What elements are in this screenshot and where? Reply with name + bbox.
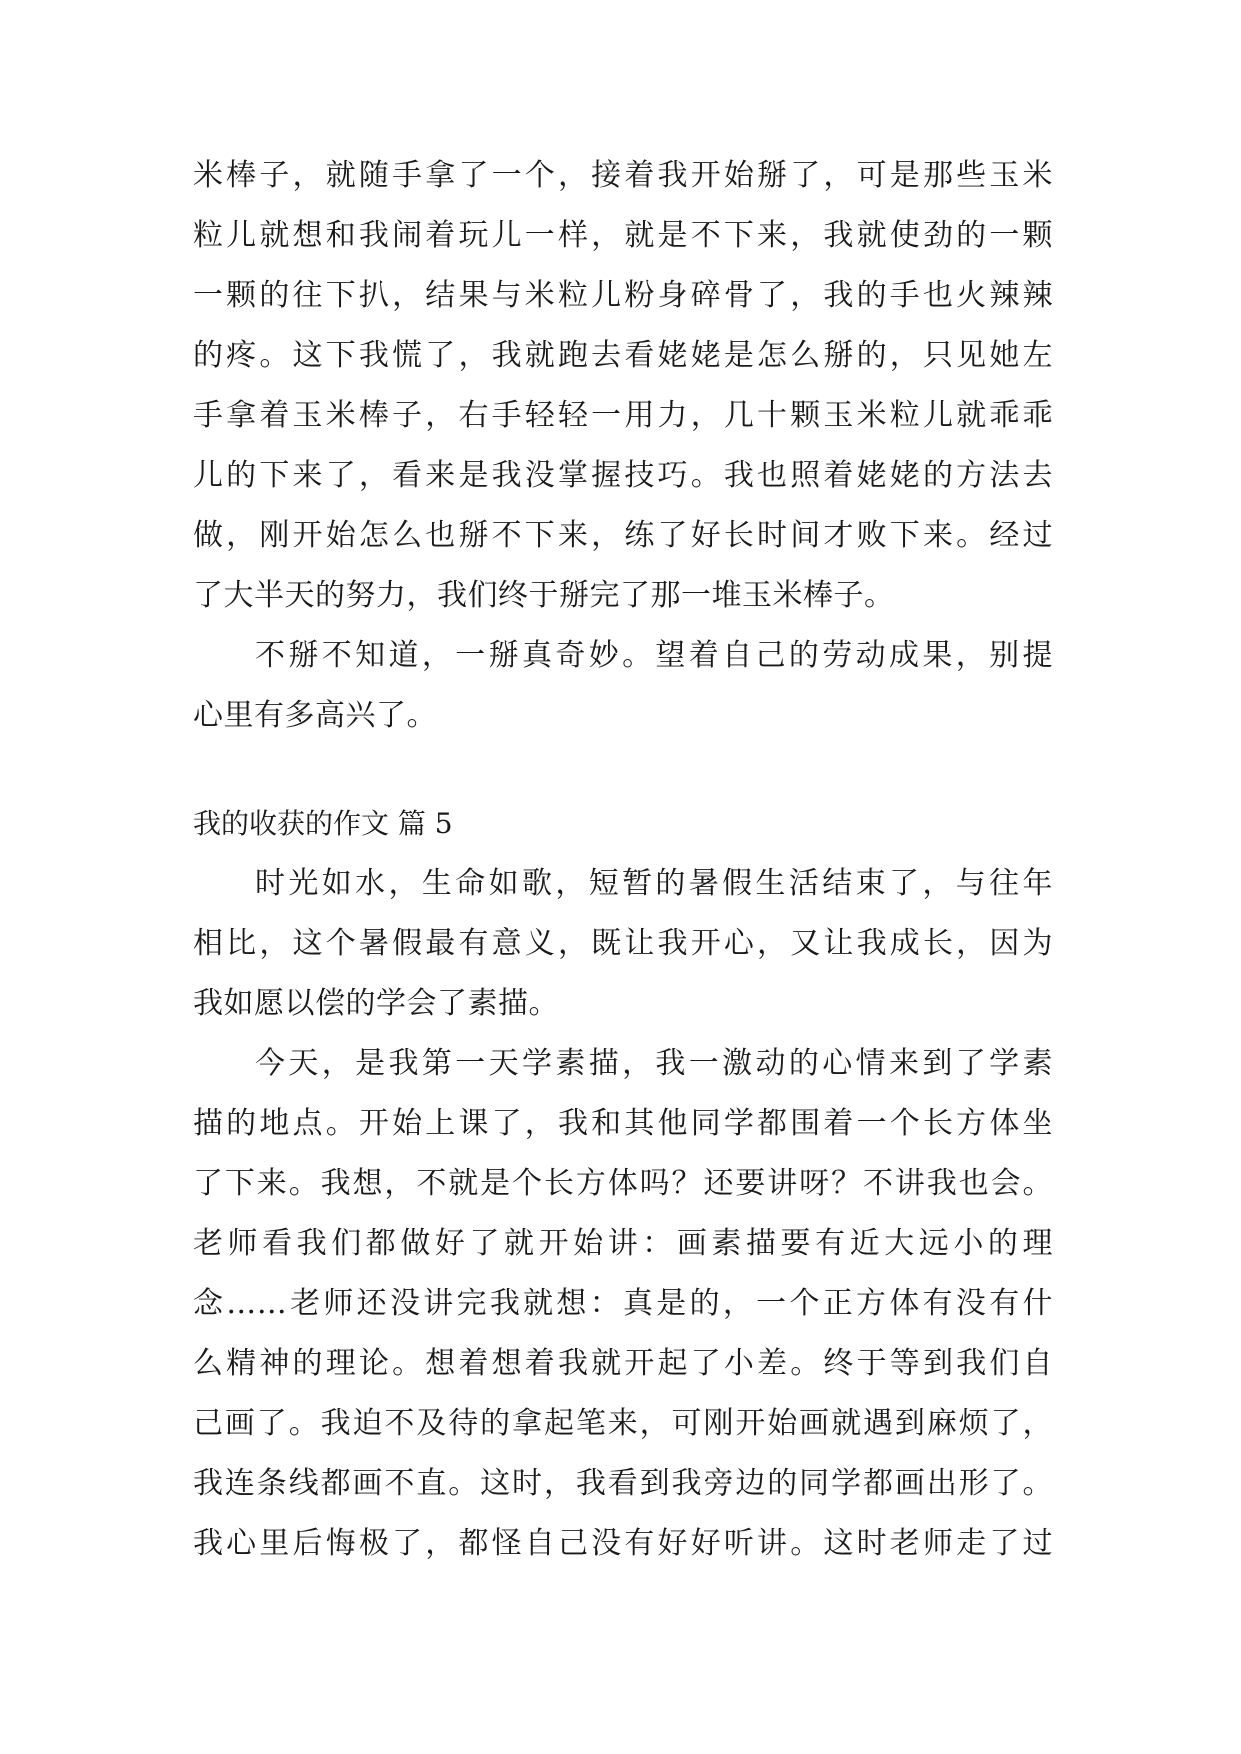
text-line: 一颗的往下扒，结果与米粒儿粉身碎骨了，我的手也火辣辣 [193, 278, 1053, 313]
text-line: 心里有多高兴了。 [193, 698, 437, 733]
text-line: 我连条线都画不直。这时，我看到我旁边的同学都画出形了。 [193, 1466, 1053, 1501]
text-line: 我心里后悔极了，都怪自己没有好好听讲。这时老师走了过 [193, 1526, 1053, 1561]
text-line: 粒儿就想和我闹着玩儿一样，就是不下来，我就使劲的一颗 [193, 218, 1053, 253]
text-line: 么精神的理论。想着想着我就开起了小差。终于等到我们自 [193, 1346, 1053, 1381]
text-line: 老师看我们都做好了就开始讲：画素描要有近大远小的理 [193, 1226, 1053, 1261]
text-line: 描的地点。开始上课了，我和其他同学都围着一个长方体坐 [193, 1106, 1053, 1141]
text-line: 我如愿以偿的学会了素描。 [193, 986, 559, 1021]
text-line: 相比，这个暑假最有意义，既让我开心，又让我成长，因为 [193, 926, 1053, 961]
text-line: 的疼。这下我慌了，我就跑去看姥姥是怎么掰的，只见她左 [193, 338, 1053, 373]
section-heading: 我的收获的作文 篇 5 [193, 807, 453, 840]
text-line: 不掰不知道，一掰真奇妙。望着自己的劳动成果，别提 [255, 638, 1053, 673]
text-line: 手拿着玉米棒子，右手轻轻一用力，几十颗玉米粒儿就乖乖 [193, 398, 1053, 433]
text-line: 了下来。我想，不就是个长方体吗？还要讲呀？不讲我也会。 [193, 1166, 1053, 1201]
text-line: 儿的下来了，看来是我没掌握技巧。我也照着姥姥的方法去 [193, 458, 1053, 493]
text-line: 己画了。我迫不及待的拿起笔来，可刚开始画就遇到麻烦了， [193, 1406, 1053, 1441]
text-line: 今天，是我第一天学素描，我一激动的心情来到了学素 [255, 1046, 1053, 1081]
text-line: 做，刚开始怎么也掰不下来，练了好长时间才败下来。经过 [193, 518, 1053, 553]
text-line: 了大半天的努力，我们终于掰完了那一堆玉米棒子。 [193, 578, 895, 613]
text-line: 念……老师还没讲完我就想：真是的，一个正方体有没有什 [193, 1286, 1053, 1321]
text-line: 时光如水，生命如歌，短暂的暑假生活结束了，与往年 [255, 866, 1053, 901]
text-line: 米棒子，就随手拿了一个，接着我开始掰了，可是那些玉米 [193, 158, 1053, 193]
